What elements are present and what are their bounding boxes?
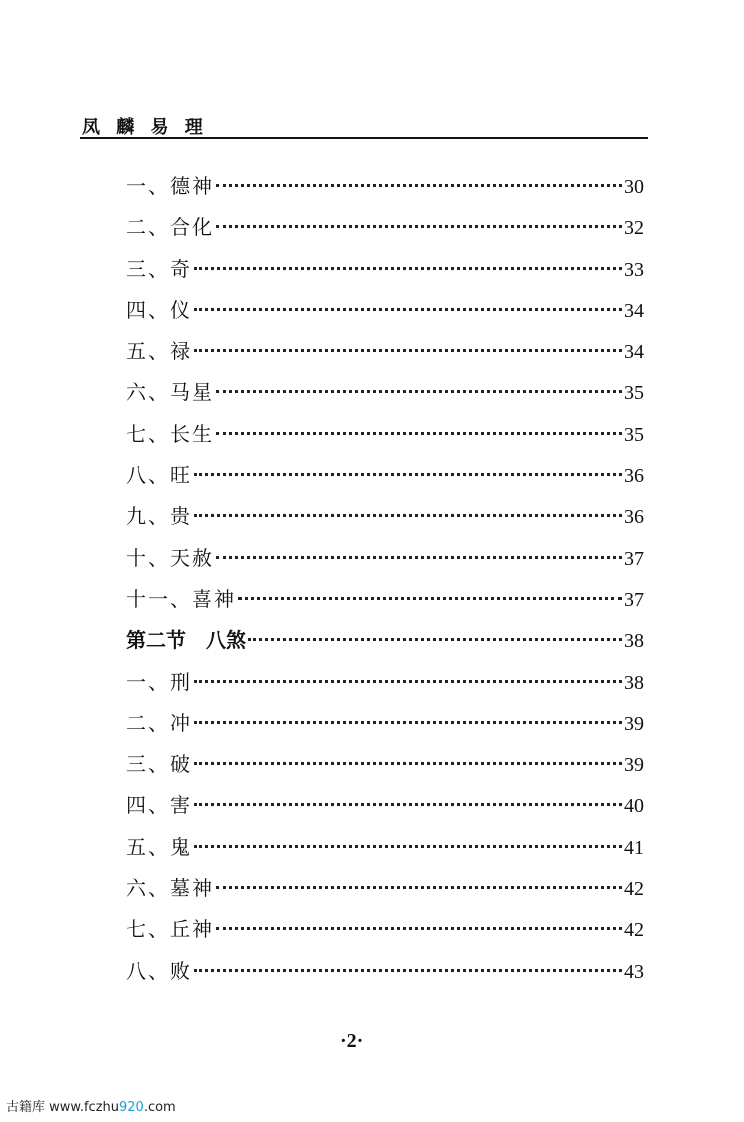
dot-leader	[194, 267, 622, 270]
watermark-prefix: 古籍库 www.fczhu	[6, 1100, 119, 1115]
book-title: 凤 麟 易 理	[82, 117, 208, 138]
dot-leader	[194, 680, 622, 683]
toc-entry-row[interactable]	[126, 253, 644, 294]
toc-entry-label: 十、天赦	[126, 545, 214, 570]
toc-entry-row[interactable]	[126, 418, 644, 459]
dot-leader	[194, 308, 622, 311]
toc-entry-label: 八、旺	[126, 463, 192, 488]
dot-leader	[194, 803, 622, 806]
toc-entry-label: 三、破	[126, 752, 192, 777]
toc-entry-label: 九、贵	[126, 504, 192, 529]
dot-leader	[216, 432, 622, 435]
toc-entry-row[interactable]	[126, 211, 644, 252]
toc-entry-row[interactable]	[126, 170, 644, 211]
table-of-contents	[126, 170, 644, 996]
toc-entry-row[interactable]	[126, 955, 644, 996]
toc-entry-row[interactable]	[126, 335, 644, 376]
toc-entry-page: 34	[624, 299, 644, 322]
toc-entry-page: 41	[624, 836, 644, 859]
toc-entry-page: 37	[624, 547, 644, 570]
toc-entry-row[interactable]	[126, 459, 644, 500]
dot-leader	[194, 845, 622, 848]
toc-entry-label: 六、马星	[126, 380, 214, 405]
toc-entry-label: 一、德神	[126, 174, 214, 198]
toc-entry-label: 第二节 八煞	[126, 628, 246, 653]
dot-leader	[216, 927, 622, 930]
watermark-accent: 920	[119, 1100, 144, 1115]
toc-entry-page: 38	[624, 630, 644, 653]
toc-entry-row[interactable]	[126, 913, 644, 954]
toc-entry-page: 42	[624, 878, 644, 901]
toc-entry-page: 42	[624, 919, 644, 942]
toc-entry-label: 七、长生	[126, 421, 214, 446]
toc-entry-page: 38	[624, 671, 644, 694]
toc-entry-row[interactable]	[126, 500, 644, 541]
dot-leader	[216, 556, 622, 559]
toc-entry-label: 三、奇	[126, 256, 192, 281]
toc-entry-page: 36	[624, 465, 644, 488]
toc-entry-label: 二、冲	[126, 710, 192, 735]
toc-entry-page: 32	[624, 217, 644, 240]
toc-entry-page: 30	[624, 176, 644, 198]
page-number: ·2·	[340, 1030, 364, 1052]
running-header	[80, 111, 648, 139]
dot-leader	[194, 349, 622, 352]
toc-entry-label: 二、合化	[126, 215, 214, 240]
toc-entry-row[interactable]	[126, 831, 644, 872]
toc-entry-label: 四、害	[126, 793, 192, 818]
toc-section-row[interactable]	[126, 624, 644, 665]
dot-leader	[194, 969, 622, 972]
toc-entry-row[interactable]	[126, 872, 644, 913]
toc-entry-page: 34	[624, 341, 644, 364]
dot-leader	[194, 514, 622, 517]
toc-entry-row[interactable]	[126, 294, 644, 335]
toc-entry-label: 十一、喜神	[126, 586, 236, 611]
toc-entry-label: 六、墓神	[126, 876, 214, 901]
dot-leader	[194, 721, 622, 724]
toc-entry-row[interactable]	[126, 748, 644, 789]
toc-entry-label: 七、丘神	[126, 917, 214, 942]
dot-leader	[194, 762, 622, 765]
toc-entry-label: 四、仪	[126, 297, 192, 322]
toc-entry-page: 43	[624, 960, 644, 983]
dot-leader	[248, 638, 622, 641]
dot-leader	[194, 473, 622, 476]
toc-entry-label: 一、刑	[126, 669, 192, 694]
dot-leader	[216, 390, 622, 393]
dot-leader	[216, 886, 622, 889]
toc-entry-row[interactable]	[126, 789, 644, 830]
toc-entry-page: 37	[624, 588, 644, 611]
toc-entry-page: 33	[624, 258, 644, 281]
toc-entry-label: 八、败	[126, 958, 192, 983]
toc-entry-row[interactable]	[126, 666, 644, 707]
dot-leader	[216, 225, 622, 228]
toc-entry-row[interactable]	[126, 583, 644, 624]
watermark[interactable]	[6, 1096, 176, 1115]
toc-entry-page: 39	[624, 712, 644, 735]
toc-entry-page: 36	[624, 506, 644, 529]
toc-entry-row[interactable]	[126, 542, 644, 583]
toc-entry-label: 五、禄	[126, 339, 192, 364]
toc-entry-page: 35	[624, 382, 644, 405]
dot-leader	[238, 597, 622, 600]
toc-entry-label: 五、鬼	[126, 834, 192, 859]
toc-entry-page: 35	[624, 423, 644, 446]
toc-entry-page: 40	[624, 795, 644, 818]
dot-leader	[216, 184, 622, 187]
toc-entry-page: 39	[624, 754, 644, 777]
toc-entry-row[interactable]	[126, 376, 644, 417]
watermark-suffix: .com	[143, 1100, 176, 1115]
toc-entry-row[interactable]	[126, 707, 644, 748]
